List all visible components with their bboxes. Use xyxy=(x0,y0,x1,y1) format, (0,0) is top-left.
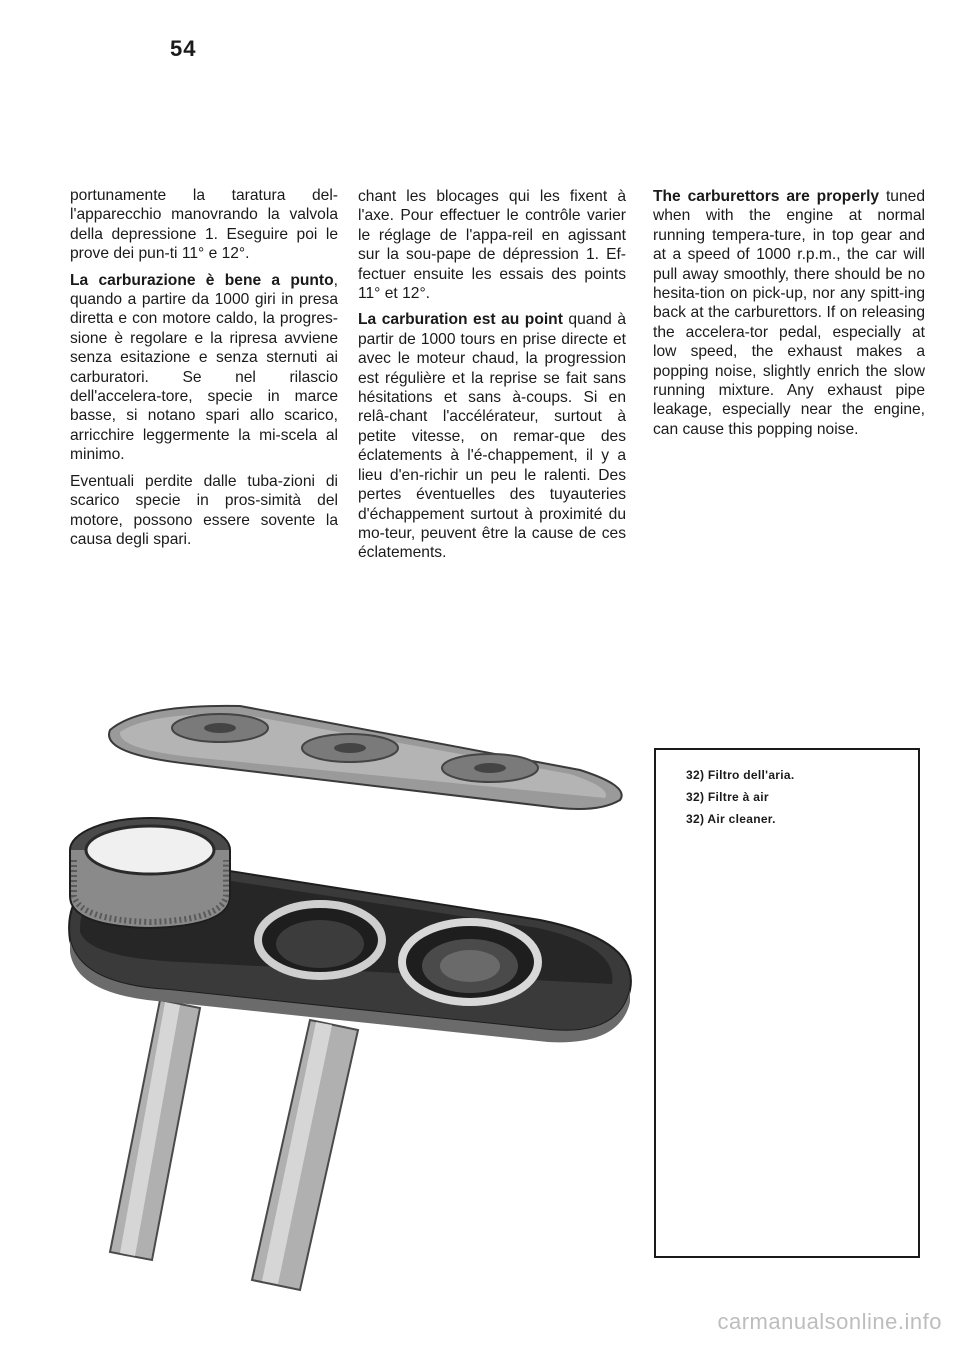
page-number: 54 xyxy=(170,36,197,61)
italian-paragraph-1: portunamente la taratura del-l'apparecchio manovrando la valvola della depressione 1. Eseguire poi le prove dei pun-ti 11° e 12°. xyxy=(70,187,338,263)
caption-english: 32) Air cleaner. xyxy=(686,812,776,826)
italian-paragraph-2 xyxy=(70,271,338,465)
french-paragraph-1: chant les blocages qui les fixent à l'axe. Pour effectuer le contrôle varier le réglage de l'appa-reil en agissant sur la sou-pape de dépression 1. Ef-fectuer ensuite les essais des points 11° et 12°. xyxy=(358,188,626,303)
french-paragraph-2 xyxy=(358,310,626,562)
watermark: carmanualsonline.info xyxy=(717,1309,942,1334)
intake-tubes xyxy=(110,1000,358,1290)
air-cleaner-illustration xyxy=(40,700,660,1300)
italian-paragraph-2-lead: La carburazione è bene a punto xyxy=(70,271,334,289)
english-paragraph-1-lead: The carburettors are properly xyxy=(653,188,880,205)
french-paragraph-2-lead: La carburation est au point xyxy=(358,311,563,329)
french-paragraph-2-body: quand à partir de 1000 tours en prise directe et avec le moteur chaud, la progression est régulière et la reprise se fait sans hésitations et sans à-coups. Si en relâ-chant l'accélérateur, surtout à petite vitesse, on remar-que des éclatements à l'é-chappement, il y a lieu d'en-richir un peu le ralenti. Des pertes éventuelles des tuyauteries d'échappement surtout à proximité du mo-teur, peuvent être la cause de ces éclatements. xyxy=(358,311,626,562)
caption-italian: 32) Filtro dell'aria. xyxy=(686,768,795,782)
cleaner-base xyxy=(69,818,631,1042)
italian-paragraph-2-body: , quando a partire da 1000 giri in presa diretta e con motore caldo, la progres-sione è regolare e la ripresa avviene senza esitazione e senza sternuti ai carburatori. Se nel rilascio dell'accelera-tore, specie in marce basse, si notano spari allo scarico, arricchire leggermente la mi-scela al minimo. xyxy=(70,271,338,464)
italian-paragraph-3: Eventuali perdite dalle tuba-zioni di scarico specie in pros-simità del motore, possono essere sovente la causa degli spari. xyxy=(70,472,338,548)
italian-column xyxy=(70,186,338,556)
caption-french: 32) Filtre à air xyxy=(686,790,769,804)
english-column xyxy=(653,187,925,446)
english-paragraph-1 xyxy=(653,187,925,439)
figure-caption-box xyxy=(654,748,920,1258)
french-column xyxy=(358,187,626,570)
cover-plate xyxy=(109,706,622,809)
english-paragraph-1-body: tuned when with the engine at normal running tempera-ture, in top gear and at a speed of 1000 r.p.m., the car will pull away smoothly, there should be no hesita-tion on pick-up, nor any spitt-ing back at the carburettors. If on releasing the accelera-tor pedal, especially at low speed, the exhaust makes a popping noise, slightly enrich the slow running mixture. Any exhaust pipe leakage, especially near the engine, can cause this popping noise. xyxy=(653,188,925,438)
